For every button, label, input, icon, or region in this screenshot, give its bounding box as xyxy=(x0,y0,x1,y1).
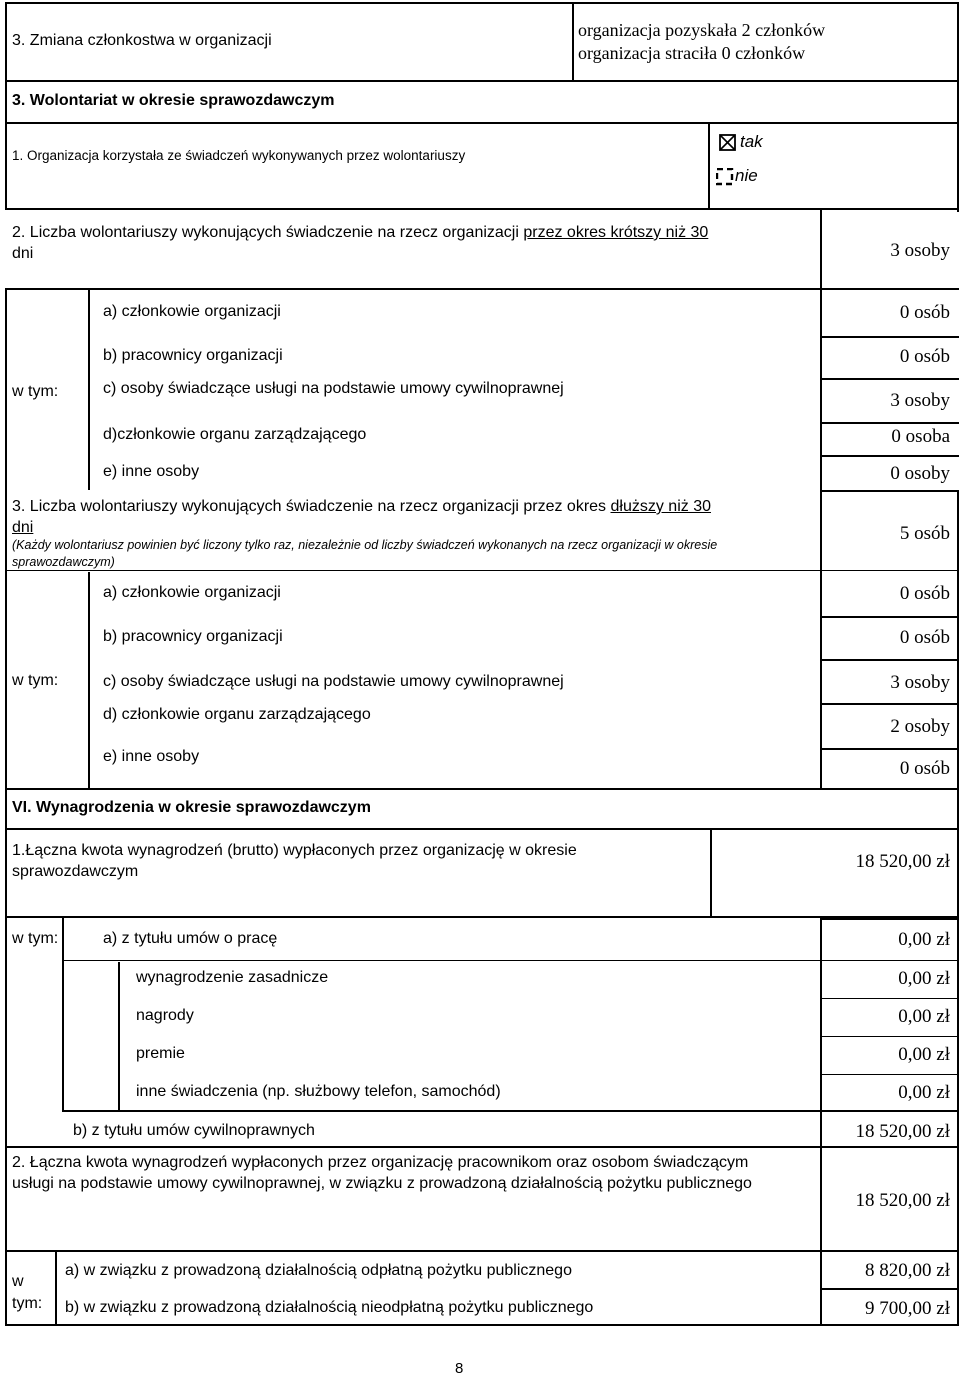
salaries-total-value: 18 520,00 zł xyxy=(855,851,950,872)
rule xyxy=(820,616,959,618)
unchecked-box-icon xyxy=(716,168,734,186)
rule xyxy=(957,490,959,1326)
rule xyxy=(5,490,7,790)
rule xyxy=(62,1110,959,1112)
q3-row-value: 2 osoby xyxy=(890,716,950,737)
rule xyxy=(820,1288,959,1290)
rule xyxy=(820,336,959,338)
q3-label xyxy=(12,496,812,538)
q2-label xyxy=(12,222,812,264)
rule xyxy=(820,998,959,999)
employment-item-label: premie xyxy=(136,1045,185,1062)
q3-row-value: 0 osób xyxy=(899,758,950,779)
q3-w-tym: w tym: xyxy=(12,672,59,689)
checked-box-icon xyxy=(719,134,737,152)
no-option-label: nie xyxy=(735,166,758,185)
q3-row-label: a) członkowie organizacji xyxy=(103,584,281,601)
salaries-w-tym: w tym: xyxy=(12,930,59,947)
paid-activity-label: a) w związku z prowadzoną działalnością odpłatną pożytku publicznego xyxy=(65,1262,572,1279)
rule xyxy=(5,288,959,290)
q2-row-value: 0 osób xyxy=(899,346,950,367)
rule xyxy=(820,378,959,380)
employment-item-label: nagrody xyxy=(136,1007,194,1024)
membership-label: 3. Zmiana członkostwa w organizacji xyxy=(12,32,272,49)
employment-label: a) z tytułu umów o pracę xyxy=(103,930,278,947)
q2-row-label: a) członkowie organizacji xyxy=(103,303,281,320)
employment-item-value: 0,00 zł xyxy=(898,968,950,989)
volunteering-heading: 3. Wolontariat w okresie sprawozdawczym xyxy=(12,92,335,109)
employment-value: 0,00 zł xyxy=(898,929,950,950)
rule xyxy=(710,830,712,918)
rule xyxy=(820,918,822,962)
q2-row-value: 0 osoba xyxy=(891,426,950,447)
public-benefit-value: 18 520,00 zł xyxy=(855,1190,950,1211)
q3-note: (Każdy wolontariusz powinien być liczony tylko raz, niezależnie od liczby świadczeń wykonanych na rzecz organizacji w okresie sprawozdawczym) xyxy=(12,538,718,569)
rule xyxy=(820,572,822,790)
unpaid-activity-label: b) w związku z prowadzoną działalnością nieodpłatną pożytku publicznego xyxy=(65,1299,594,1316)
q3-row-value: 3 osoby xyxy=(890,672,950,693)
q2-row-label: e) inne osoby xyxy=(103,463,200,480)
rule xyxy=(820,918,959,920)
rule xyxy=(820,455,959,457)
q1-label: 1. Organizacja korzystała ze świadczeń wykonywanych przez wolontariuszy xyxy=(12,148,466,163)
rule xyxy=(5,1250,959,1252)
rule xyxy=(820,748,959,750)
rule xyxy=(820,1036,959,1037)
rule xyxy=(88,572,90,790)
rule xyxy=(820,1148,822,1252)
q3-row-label: e) inne osoby xyxy=(103,748,200,765)
employment-item-label: wynagrodzenie zasadnicze xyxy=(136,969,329,986)
q3-label-underlined: dłuższy niż 30 xyxy=(610,498,711,515)
rule xyxy=(5,788,959,790)
q2-row-value: 3 osoby xyxy=(890,390,950,411)
rule xyxy=(5,790,7,1326)
no-checkbox[interactable] xyxy=(716,168,730,182)
employment-item-label: inne świadczenia (np. służbowy telefon, samochód) xyxy=(136,1083,501,1100)
rule xyxy=(62,918,64,1110)
q3-row-label: b) pracownicy organizacji xyxy=(103,628,283,645)
rule xyxy=(820,290,822,490)
rule xyxy=(820,659,959,661)
q3-row-value: 0 osób xyxy=(899,583,950,604)
q2-label-underlined: przez okres krótszy niż 30 xyxy=(523,224,709,241)
rule xyxy=(708,122,710,210)
unpaid-activity-value: 9 700,00 zł xyxy=(865,1298,950,1319)
rule xyxy=(957,2,959,212)
q2-row-label: c) osoby świadczące usługi na podstawie umowy cywilnoprawnej xyxy=(103,380,564,397)
rule xyxy=(62,960,959,961)
q2-label-post: dni xyxy=(12,245,34,262)
rule xyxy=(820,210,822,290)
rule xyxy=(820,962,822,1146)
yes-option-label: tak xyxy=(740,132,763,151)
rule xyxy=(820,490,959,492)
q2-row-value: 0 osób xyxy=(899,302,950,323)
rule xyxy=(820,1074,959,1075)
rule xyxy=(820,490,822,572)
salaries-total-label: 1.Łączna kwota wynagrodzeń (brutto) wypłaconych przez organizację w okresie sprawozdawczym xyxy=(12,842,577,880)
employment-item-value: 0,00 zł xyxy=(898,1082,950,1103)
rule xyxy=(572,2,574,81)
q2-row-label: d)członkowie organu zarządzającego xyxy=(103,426,367,443)
rule xyxy=(5,2,959,4)
rule xyxy=(88,290,90,490)
q3-label-pre: 3. Liczba wolontariuszy wykonujących świadczenie na rzecz organizacji przez okres xyxy=(12,498,611,515)
rule xyxy=(5,208,959,210)
rule xyxy=(5,828,959,830)
rule xyxy=(118,962,120,1110)
q2-w-tym: w tym: xyxy=(12,383,59,400)
rule xyxy=(820,422,959,424)
employment-item-value: 0,00 zł xyxy=(898,1006,950,1027)
rule xyxy=(55,1252,57,1326)
q2-row-label: b) pracownicy organizacji xyxy=(103,347,283,364)
q3-row-label: c) osoby świadczące usługi na podstawie umowy cywilnoprawnej xyxy=(103,673,564,690)
rule xyxy=(5,122,959,124)
paid-activity-value: 8 820,00 zł xyxy=(865,1260,950,1281)
page-number: 8 xyxy=(455,1360,464,1377)
membership-lost: organizacja straciła 0 członków xyxy=(578,43,806,63)
employment-item-value: 0,00 zł xyxy=(898,1044,950,1065)
q3-row-label: d) członkowie organu zarządzającego xyxy=(103,706,371,723)
rule xyxy=(5,916,959,918)
q3-total-value: 5 osób xyxy=(899,523,950,544)
rule xyxy=(820,703,959,705)
q3-label-underlined-2: dni xyxy=(12,519,34,536)
rule xyxy=(5,1324,959,1326)
civil-label: b) z tytułu umów cywilnoprawnych xyxy=(73,1122,315,1139)
rule xyxy=(5,290,7,490)
rule xyxy=(5,80,959,82)
membership-gained: organizacja pozyskała 2 członków xyxy=(578,20,826,40)
public-benefit-label: 2. Łączna kwota wynagrodzeń wypłaconych przez organizację pracownikom oraz osobom świadczącym usługi na podstawie umowy cywilnoprawnej, w związku z prowadzoną działalnością pożytku publicznego xyxy=(12,1154,752,1192)
q2-label-pre: 2. Liczba wolontariuszy wykonujących świadczenie na rzecz organizacji xyxy=(12,224,524,241)
yes-checkbox[interactable] xyxy=(719,134,733,148)
q3-row-value: 0 osób xyxy=(899,627,950,648)
salaries-heading: VI. Wynagrodzenia w okresie sprawozdawczym xyxy=(12,799,371,816)
q2-row-value: 0 osoby xyxy=(890,463,950,484)
civil-value: 18 520,00 zł xyxy=(855,1121,950,1142)
rule xyxy=(5,1146,959,1148)
q2-total-value: 3 osoby xyxy=(890,240,950,261)
salaries-w-tym-2: w tym: xyxy=(12,1273,43,1312)
rule xyxy=(5,2,7,208)
